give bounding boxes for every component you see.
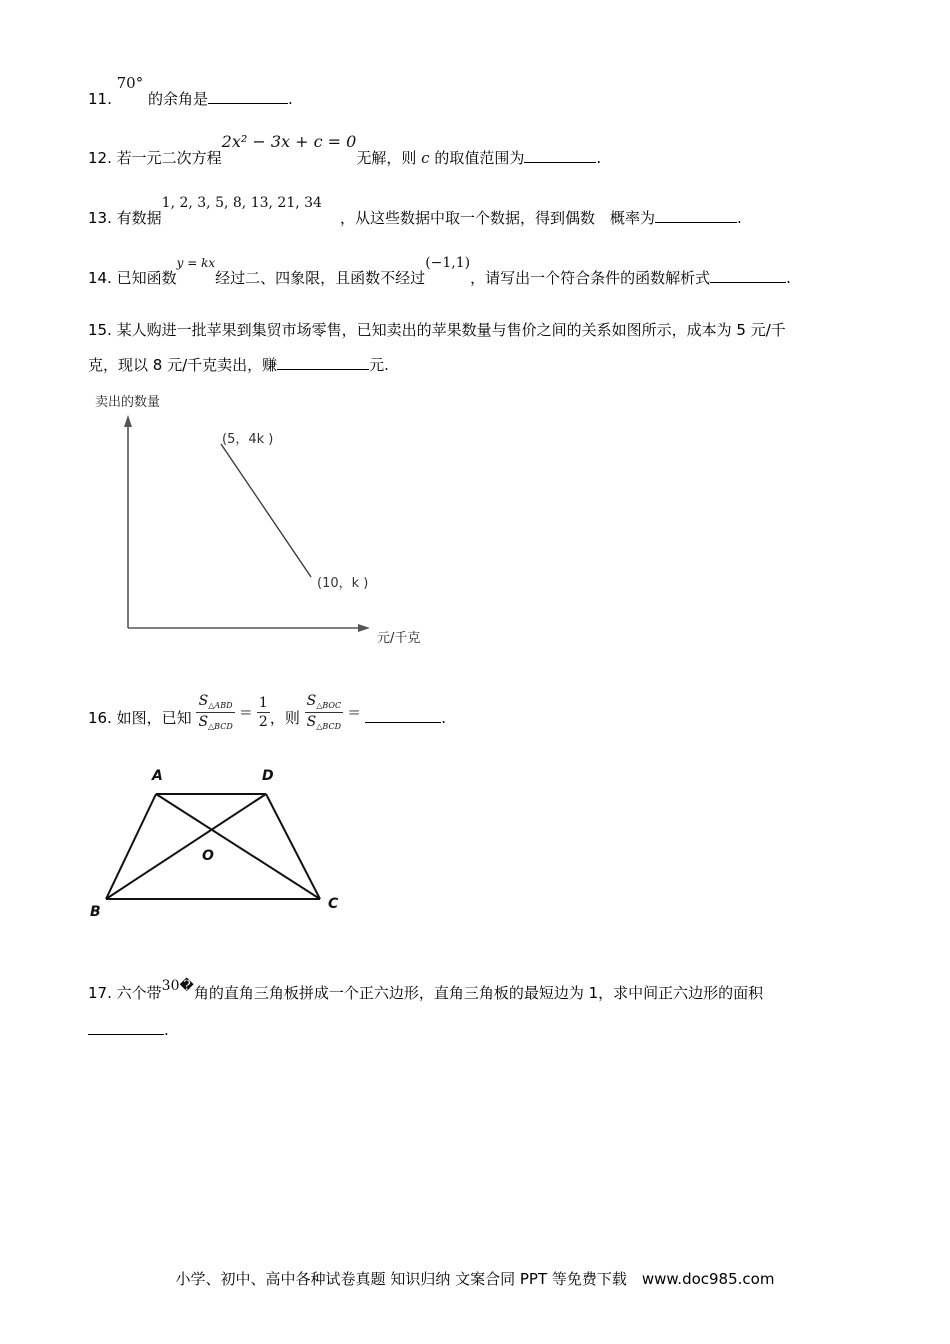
question-text: 经过二、四象限，且函数不经过 <box>215 269 426 287</box>
question-17 <box>88 978 764 1004</box>
fraction-abd-bcd: $\frac{S_{\triangle ABD}}{S_{\triangle BCD}}$ <box>198 693 233 731</box>
vertex-a-label: A <box>152 768 163 784</box>
price-quantity-graph <box>85 385 445 655</box>
period: . <box>736 209 742 227</box>
math-angle: 70° <box>116 74 144 92</box>
answer-blank <box>655 208 737 223</box>
fraction-one-half: $\frac{1}{2}$ <box>258 695 268 730</box>
y-axis-arrow <box>124 415 132 427</box>
question-text: 的取值范围为 <box>434 149 525 167</box>
answer-blank <box>365 708 441 723</box>
math-point: (−1,1) <box>425 255 471 271</box>
question-17-answer-line <box>88 1020 169 1040</box>
question-15-line-1: 15. 某人购进一批苹果到集贸市场零售，已知卖出的苹果数量与售价之间的关系如图所示，成本为 5 元/千 <box>88 321 786 339</box>
point-label-end: (10，k ) <box>317 576 369 591</box>
question-16 <box>88 693 446 739</box>
question-text: ，从这些数据中取一个数据，得到偶数 概率为 <box>339 209 655 227</box>
period: . <box>786 269 791 287</box>
question-13 <box>88 195 742 229</box>
answer-blank <box>710 268 786 283</box>
question-text: 元. <box>369 356 389 374</box>
vertex-d-label: D <box>262 768 274 784</box>
y-axis-label: 卖出的数量 <box>95 395 161 410</box>
point-label-start: (5，4k ) <box>222 432 274 447</box>
question-text: 已知函数 <box>116 269 177 287</box>
question-14 <box>88 255 791 289</box>
question-text: 有数据 <box>116 209 162 227</box>
question-text: 克，现以 8 元/千克卖出，赚 <box>88 356 278 374</box>
math-var: c <box>421 149 430 167</box>
math-data: 1, 2, 3, 5, 8, 13, 21, 34 <box>161 195 322 211</box>
question-number: 11. <box>88 90 112 108</box>
question-text: ，请写出一个符合条件的函数解析式 <box>470 269 711 287</box>
question-text: 的余角是 <box>148 90 209 108</box>
vertex-c-label: C <box>328 896 339 912</box>
vertex-b-label: B <box>90 904 101 920</box>
question-text: 六个带 <box>116 984 162 1002</box>
answer-blank <box>524 148 596 163</box>
point-o-label: O <box>202 848 214 864</box>
question-text: 角的直角三角板拼成一个正六边形，直角三角板的最短边为 1，求中间正六边形的面积 <box>193 984 764 1002</box>
trapezoid-figure <box>80 760 360 930</box>
x-axis-arrow <box>358 624 370 632</box>
question-11 <box>88 74 293 109</box>
period: . <box>164 1021 169 1039</box>
question-number: 16. <box>88 709 112 727</box>
question-text: ，则 <box>269 709 300 727</box>
math-equation: 2x² − 3x + c = 0 <box>221 132 357 151</box>
math-function: y = kx <box>176 256 216 270</box>
question-number: 17. <box>88 984 112 1002</box>
math-angle: 30� <box>161 978 194 994</box>
period: . <box>288 90 293 108</box>
equals-sign: = <box>239 703 253 721</box>
question-text: 无解，则 <box>356 149 417 167</box>
question-text: 如图，已知 <box>116 709 192 727</box>
fraction-boc-bcd: $\frac{S_{\triangle BOC}}{S_{\triangle BCD}}$ <box>306 693 342 731</box>
x-axis-label: 元/千克 <box>377 631 421 646</box>
question-number: 12. <box>88 149 112 167</box>
answer-blank <box>208 89 288 104</box>
question-12 <box>88 132 602 168</box>
answer-blank <box>88 1020 164 1035</box>
relation-line <box>221 444 311 577</box>
period: . <box>596 149 602 167</box>
answer-blank <box>277 355 369 370</box>
question-number: 14. <box>88 269 112 287</box>
equals-sign: = <box>347 703 361 721</box>
page-footer: 小学、初中、高中各种试卷真题 知识归纳 文案合同 PPT 等免费下载 www.doc985.com <box>175 1270 775 1288</box>
diagonal-ac <box>156 794 320 899</box>
period: . <box>441 709 446 727</box>
question-15-line-2 <box>88 355 389 375</box>
side-dc <box>266 794 320 899</box>
question-text: 若一元二次方程 <box>116 149 222 167</box>
question-number: 13. <box>88 209 112 227</box>
